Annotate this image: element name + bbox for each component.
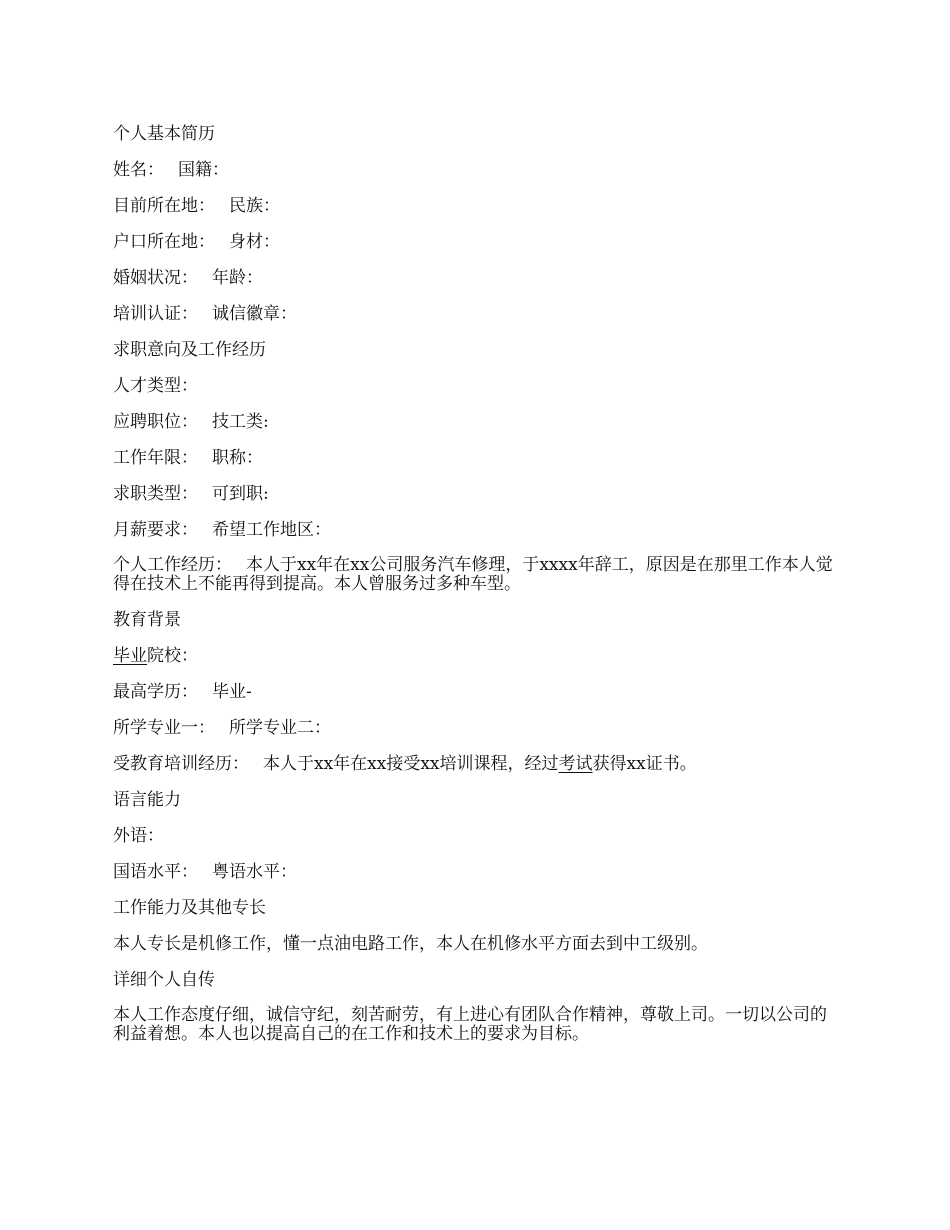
foreign-label: 外语：: [113, 826, 164, 846]
row-name-nationality: [113, 160, 843, 180]
resume-content: [113, 124, 843, 1060]
row-mandarin-cantonese: [113, 862, 843, 882]
row-cert-badge: [113, 304, 843, 324]
major1-label: 所学专业一：: [113, 718, 215, 738]
row-jobtype-available: [113, 484, 843, 504]
section-heading-education: [113, 610, 843, 630]
mandarin-label: 国语水平：: [113, 862, 198, 882]
row-years-title: [113, 448, 843, 468]
row-marital-age: [113, 268, 843, 288]
school-label-underlined: 毕业: [113, 646, 147, 666]
stature-label: 身材：: [229, 232, 280, 252]
row-majors: [113, 718, 843, 738]
row-position: [113, 412, 843, 432]
badge-label: 诚信徽章：: [212, 304, 297, 324]
hukou-label: 户口所在地：: [113, 232, 215, 252]
location-label: 目前所在地：: [113, 196, 215, 216]
bio-heading-text: 详细个人自传: [113, 970, 215, 990]
experience-label: 个人工作经历：: [113, 555, 232, 575]
row-location-ethnicity: [113, 196, 843, 216]
education-heading-text: 教育背景: [113, 610, 181, 630]
row-foreign: [113, 826, 843, 846]
row-talent-type: [113, 376, 843, 396]
experience-text: 本人于xx年在xx公司服务汽车修理，于xxxx年辞工，原因是在那里工作本人觉得在技术上不能再得到提高。本人曾服务过多种车型。: [113, 555, 833, 594]
training-text-b: 获得xx证书。: [592, 754, 697, 774]
job-heading-text: 求职意向及工作经历: [113, 340, 266, 360]
row-salary-region: [113, 520, 843, 540]
language-heading-text: 语言能力: [113, 790, 181, 810]
section-heading-language: [113, 790, 843, 810]
name-label: 姓名：: [113, 160, 164, 180]
available-label: 可到职:: [212, 484, 269, 504]
training-text-a: 本人于xx年在xx接受xx培训课程，经过: [263, 754, 559, 774]
row-hukou-stature: [113, 232, 843, 252]
cert-label: 培训认证：: [113, 304, 198, 324]
school-label: 院校：: [147, 646, 198, 666]
row-school: [113, 646, 843, 666]
age-label: 年龄：: [212, 268, 263, 288]
row-bio-text: [113, 1006, 843, 1044]
title-label: 职称：: [212, 448, 263, 468]
cantonese-label: 粤语水平：: [212, 862, 297, 882]
skills-text: 本人专长是机修工作，懂一点油电路工作，本人在机修水平方面去到中工级别。: [113, 934, 708, 954]
ethnicity-label: 民族：: [229, 196, 280, 216]
row-training: [113, 754, 843, 774]
jobtype-label: 求职类型：: [113, 484, 198, 504]
years-label: 工作年限：: [113, 448, 198, 468]
marital-label: 婚姻状况：: [113, 268, 198, 288]
row-degree: [113, 682, 843, 702]
position-value: 技工类:: [212, 412, 269, 432]
resume-title: [113, 124, 843, 144]
section-heading-skills: [113, 898, 843, 918]
major2-label: 所学专业二：: [229, 718, 331, 738]
degree-value: 毕业-: [212, 682, 252, 702]
salary-label: 月薪要求：: [113, 520, 198, 540]
section-heading-job: [113, 340, 843, 360]
section-heading-bio: [113, 970, 843, 990]
training-label: 受教育培训经历：: [113, 754, 249, 774]
region-label: 希望工作地区：: [212, 520, 331, 540]
row-experience: [113, 556, 843, 594]
bio-text: 本人工作态度仔细，诚信守纪，刻苦耐劳，有上进心有团队合作精神，尊敬上司。一切以公司的利益着想。本人也以提高自己的在工作和技术上的要求为目标。: [113, 1005, 827, 1044]
nationality-label: 国籍：: [178, 160, 229, 180]
row-skills-text: [113, 934, 843, 954]
skills-heading-text: 工作能力及其他专长: [113, 898, 266, 918]
resume-title-text: 个人基本简历: [113, 124, 215, 144]
degree-label: 最高学历：: [113, 682, 198, 702]
talent-type-label: 人才类型：: [113, 376, 198, 396]
position-label: 应聘职位：: [113, 412, 198, 432]
training-text-exam: 考试: [558, 754, 593, 774]
